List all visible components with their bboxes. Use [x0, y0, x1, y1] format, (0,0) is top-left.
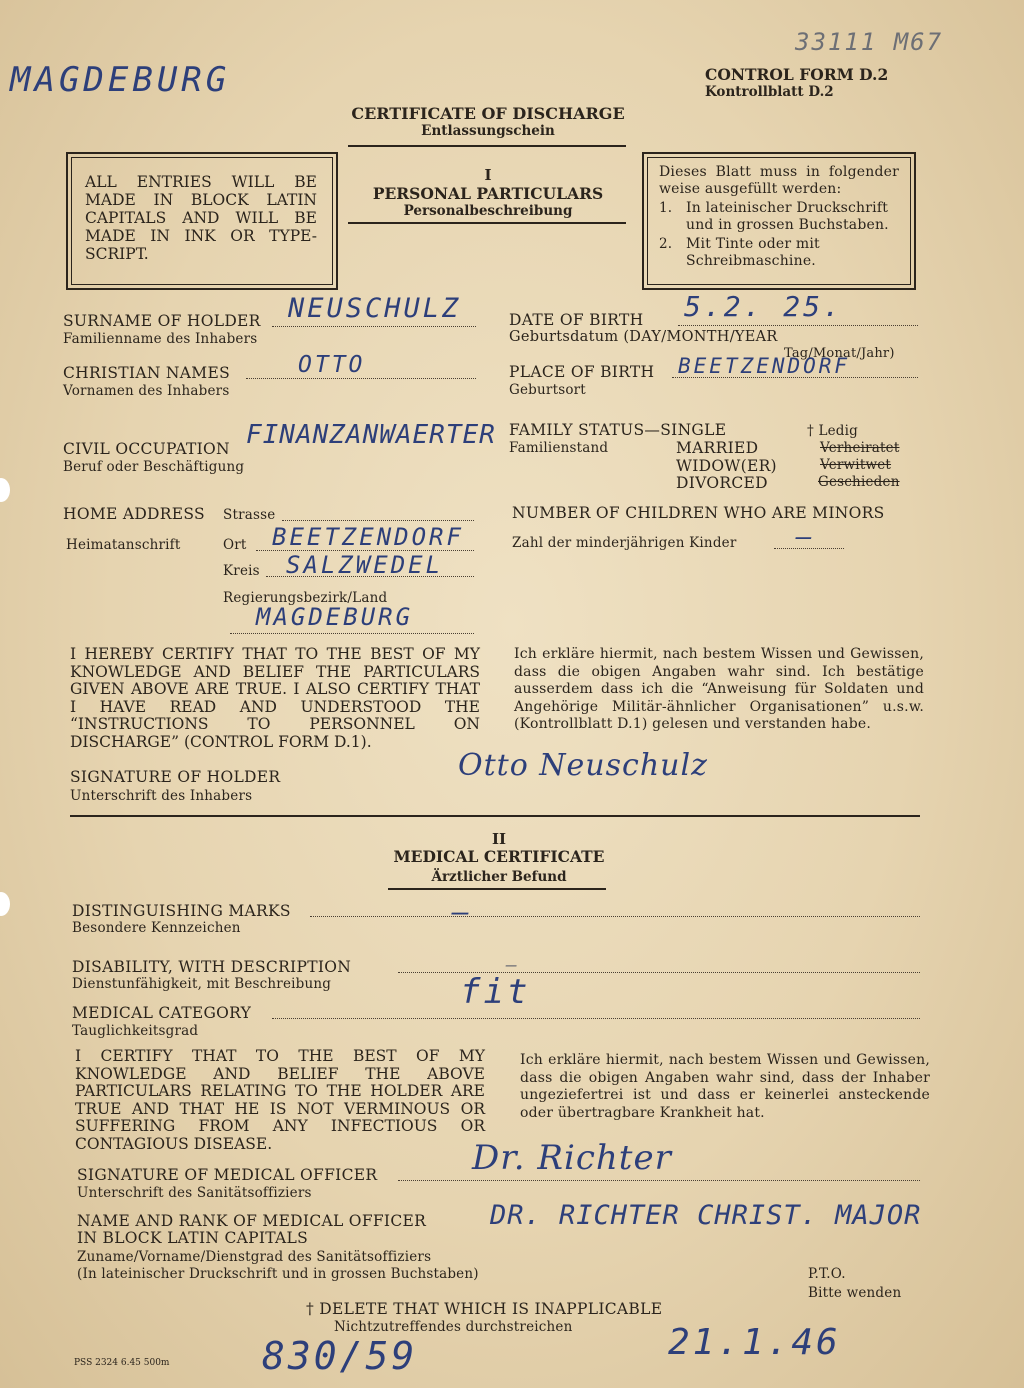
- holder-signature[interactable]: Otto Neuschulz: [458, 748, 708, 783]
- please-turn-over-german: Bitte wenden: [808, 1285, 902, 1301]
- family-status-label-german: Familienstand: [509, 440, 609, 456]
- family-status-verheiratet: Verheiratet: [820, 440, 900, 456]
- medical-officer-name-label-german: Zuname/Vorname/Dienstgrad des Sanitätsoffiziers: [77, 1249, 432, 1265]
- place-of-birth-label-german: Geburtsort: [509, 382, 586, 398]
- children-label-german: Zahl der minderjährigen Kinder: [512, 535, 737, 551]
- holder-signature-label: SIGNATURE OF HOLDER: [70, 768, 281, 786]
- handwritten-city: MAGDEBURG: [10, 60, 231, 100]
- surname-value[interactable]: NEUSCHULZ: [288, 293, 462, 324]
- christian-names-line: [246, 378, 476, 379]
- district-label: Kreis: [223, 563, 260, 579]
- family-status-geschieden: Geschieden: [818, 474, 900, 490]
- medical-certification-german: Ich erkläre hiermit, nach bestem Wissen und Gewissen, dass die obigen Angaben wahr sind, dass der Inhaber ungeziefertrei ist und dass er keinerlei ansteckende oder übertragbare Krankheit hat.: [520, 1052, 930, 1121]
- children-label: NUMBER OF CHILDREN WHO ARE MINORS: [512, 504, 885, 522]
- surname-label-german: Familienname des Inhabers: [63, 331, 258, 347]
- distinguishing-marks-value[interactable]: —: [452, 895, 472, 928]
- delete-note-german: Nichtzutreffendes durchstreichen: [334, 1319, 573, 1335]
- notice-item-number: 1.: [659, 200, 673, 216]
- medical-category-label: MEDICAL CATEGORY: [72, 1004, 252, 1022]
- street-line: [282, 520, 474, 521]
- medical-category-line: [272, 1018, 920, 1019]
- file-number-handwritten: 830/59: [262, 1334, 418, 1378]
- medical-officer-name-label: NAME AND RANK OF MEDICAL OFFICER: [77, 1212, 427, 1230]
- notice-item-one: In lateinischer Druckschrift und in grossen Buchstaben.: [686, 200, 889, 233]
- medical-officer-signature[interactable]: Dr. Richter: [472, 1138, 672, 1178]
- title-rule: [348, 145, 626, 147]
- notice-intro-german: Dieses Blatt muss in folgender weise ausgefüllt werden:: [659, 164, 899, 197]
- family-status-ledig: † Ledig: [807, 423, 858, 439]
- distinguishing-marks-line: [310, 916, 920, 917]
- home-address-label: HOME ADDRESS: [63, 505, 205, 523]
- christian-names-value[interactable]: OTTO: [298, 352, 366, 378]
- please-turn-over: P.T.O.: [808, 1266, 846, 1282]
- surname-line: [272, 326, 476, 327]
- medical-officer-signature-label: SIGNATURE OF MEDICAL OFFICER: [77, 1166, 378, 1184]
- family-status-verwitwet: Verwitwet: [820, 457, 892, 473]
- section-divider: [70, 815, 920, 817]
- print-code: PSS 2324 6.45 500m: [74, 1358, 170, 1368]
- date-of-birth-label: DATE OF BIRTH: [509, 311, 644, 329]
- town-label: Ort: [223, 537, 247, 553]
- disability-label: DISABILITY, WITH DESCRIPTION: [72, 958, 352, 976]
- section-two-title: MEDICAL CERTIFICATE: [393, 847, 605, 866]
- family-status-widow: WIDOW(ER): [676, 457, 777, 475]
- section-one-rule: [348, 222, 626, 224]
- section-one-subtitle: Personalbeschreibung: [403, 203, 573, 219]
- christian-names-label-german: Vornamen des Inhabers: [63, 383, 230, 399]
- date-of-birth-line: [678, 325, 918, 326]
- region-value[interactable]: MAGDEBURG: [256, 603, 414, 631]
- disability-label-german: Dienstunfähigkeit, mit Beschreibung: [72, 976, 332, 992]
- holder-certification-german: Ich erkläre hiermit, nach bestem Wissen und Gewissen, dass die obigen Angaben wahr sind. Ich bestätige ausserdem dass ich die “Anweisung für Soldaten und Angehörige Militär-ähnlicher Organisationen” u.s.w. (Kontrollblatt D.1) gelesen und verstanden habe.: [514, 646, 924, 732]
- family-status-married: MARRIED: [676, 439, 759, 457]
- medical-officer-name-label-line2: IN BLOCK LATIN CAPITALS: [77, 1229, 309, 1247]
- date-handwritten: 21.1.46: [668, 1322, 841, 1363]
- medical-officer-name-value[interactable]: DR. RICHTER CHRIST. MAJOR: [490, 1200, 922, 1231]
- section-two-subtitle: Ärztlicher Befund: [431, 869, 567, 885]
- occupation-label-german: Beruf oder Beschäftigung: [63, 459, 245, 475]
- section-one-title: PERSONAL PARTICULARS: [372, 184, 604, 203]
- family-status-label: FAMILY STATUS—SINGLE: [509, 421, 727, 439]
- region-line: [230, 633, 474, 634]
- place-of-birth-value[interactable]: BEETZENDORF: [678, 354, 851, 378]
- section-two-numeral: II: [491, 830, 507, 848]
- medical-officer-signature-line: [398, 1180, 920, 1181]
- occupation-value[interactable]: FINANZANWAERTER: [246, 420, 496, 450]
- date-of-birth-value[interactable]: 5.2. 25.: [684, 290, 843, 323]
- home-address-label-german: Heimatanschrift: [66, 537, 181, 553]
- notice-item-two: Mit Tinte oder mit Schreibmaschine.: [686, 236, 820, 269]
- date-of-birth-format: Tag/Monat/Jahr): [784, 346, 895, 361]
- medical-officer-signature-label-german: Unterschrift des Sanitätsoffiziers: [77, 1185, 312, 1201]
- distinguishing-marks-label: DISTINGUISHING MARKS: [72, 902, 291, 920]
- holder-signature-label-german: Unterschrift des Inhabers: [70, 788, 253, 804]
- region-label: Regierungsbezirk/Land: [223, 590, 388, 606]
- notice-box-english: [66, 152, 338, 290]
- section-one-numeral: I: [484, 166, 492, 184]
- street-label: Strasse: [223, 507, 276, 523]
- control-form-title: CONTROL FORM D.2: [705, 65, 889, 84]
- holder-certification-english: I HEREBY CERTIFY THAT TO THE BEST OF MY KNOWLEDGE AND BELIEF THE PARTICULARS GIVEN ABOVE ARE TRUE. I ALSO CERTIFY THAT I HAVE READ AND UNDERSTOOD THE “INSTRUCTIONS TO PERSONNEL ON DISCHARGE” (CONTROL FORM D.1).: [70, 645, 480, 751]
- notice-box-german: [642, 152, 916, 290]
- medical-category-label-german: Tauglichkeitsgrad: [72, 1023, 199, 1039]
- section-two-rule: [388, 888, 606, 890]
- certificate-title: CERTIFICATE OF DISCHARGE: [351, 104, 625, 123]
- certificate-subtitle: Entlassungschein: [421, 123, 555, 139]
- family-status-divorced: DIVORCED: [676, 474, 768, 492]
- occupation-label: CIVIL OCCUPATION: [63, 440, 230, 458]
- place-of-birth-label: PLACE OF BIRTH: [509, 363, 655, 381]
- punch-hole: [0, 478, 10, 502]
- delete-note: † DELETE THAT WHICH IS INAPPLICABLE: [306, 1300, 663, 1318]
- distinguishing-marks-label-german: Besondere Kennzeichen: [72, 920, 241, 936]
- surname-label: SURNAME OF HOLDER: [63, 312, 261, 330]
- pencil-reference-number: 33111 M67: [795, 28, 944, 56]
- medical-officer-name-label-german-line2: (In lateinischer Druckschrift und in grossen Buchstaben): [77, 1266, 479, 1282]
- disability-value[interactable]: —: [506, 955, 520, 976]
- medical-certification-english: I CERTIFY THAT TO THE BEST OF MY KNOWLEDGE AND BELIEF THE ABOVE PARTICULARS RELATING TO THE HOLDER ARE TRUE AND THAT HE IS NOT VERMINOUS OR SUFFERING FROM ANY INFECTIOUS OR CONTAGIOUS DISEASE.: [75, 1047, 485, 1153]
- children-value[interactable]: —: [796, 522, 815, 552]
- town-value[interactable]: BEETZENDORF: [272, 523, 464, 551]
- notice-text-english: ALL ENTRIES WILL BE MADE IN BLOCK LATIN CAPITALS AND WILL BE MADE IN INK OR TYPE-SCRIPT.: [85, 173, 317, 263]
- medical-category-value[interactable]: fit: [460, 972, 531, 1012]
- date-of-birth-label-german: Geburtsdatum (DAY/MONTH/YEAR: [509, 329, 778, 345]
- district-value[interactable]: SALZWEDEL: [286, 551, 444, 579]
- notice-item-number: 2.: [659, 236, 673, 252]
- punch-hole: [0, 892, 10, 916]
- christian-names-label: CHRISTIAN NAMES: [63, 364, 230, 382]
- control-form-subtitle: Kontrollblatt D.2: [705, 84, 834, 100]
